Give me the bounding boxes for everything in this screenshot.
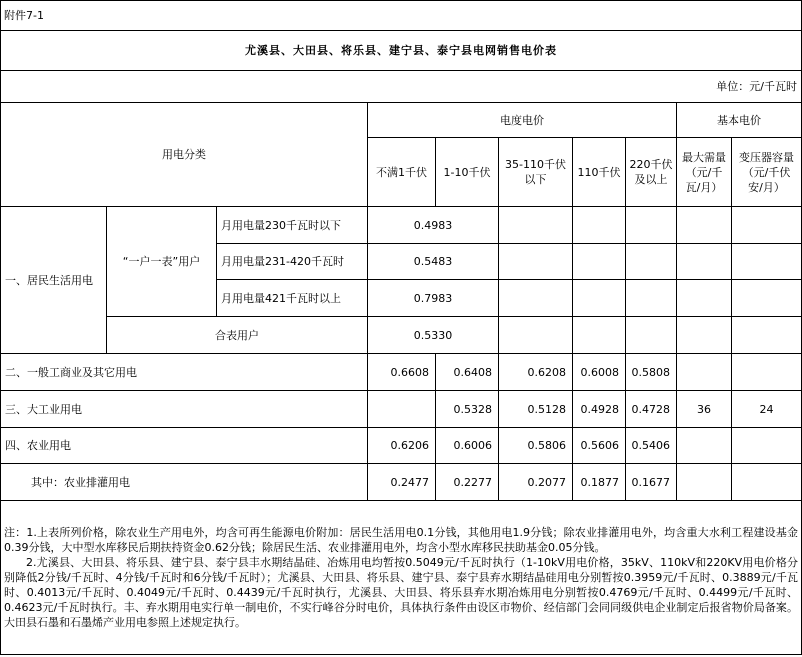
header-col-under-1kv: 不满1千伏 xyxy=(368,138,436,207)
industrial-value-under-1kv xyxy=(368,391,436,428)
header-col-35-110kv: 35-110千伏以下 xyxy=(499,138,573,207)
agri-value-35-110kv: 0.5806 xyxy=(499,428,573,464)
note-1: 注：1.上表所列价格，除农业生产用电外，均含可再生能源电价附加：居民生活用电0.1分钱，其他用电1.9分钱；除农业排灌用电外，均含重大水利工程建设基金0.39分钱，大中型水库移民后期扶持资金0.62分钱；除居民生活、农业排灌用电外，均含小型水库移民扶助基金0.05分钱。 xyxy=(4,526,798,554)
unit-label: 单位：元/千瓦时 xyxy=(1,71,802,103)
irrigation-label: 其中：农业排灌用电 xyxy=(1,464,368,501)
note-2: 2.尤溪县、大田县、将乐县、建宁县、泰宁县丰水期结晶硅、冶炼用电均暂按0.5049元/千瓦时执行（1-10kV用电价格，35kV、110kV和220KV用电价格分别降低2分钱/千瓦时、4分钱/千瓦时和6分钱/千瓦时）；尤溪县、大田县、将乐县、建宁县、泰宁县弃水期结晶硅用电分别暂按0.3959元/千瓦时、0.3889元/千瓦时、0.4013元/千瓦时、0.4049元/千瓦时、0.4439元/千瓦时执行，尤溪县、大田县、将乐县弃水期冶炼用电分别暂按0.4769元/千瓦时、0.4499元/千瓦时、0.4623元/千瓦时执行。丰、弃水期用电实行单一制电价，不实行峰谷分时电价，具体执行条件由设区市物价、经信部门会同同级供电企业制定后报省物价局备案。大田县石墨和石墨烯产业用电参照上述规定执行。 xyxy=(4,556,798,629)
header-max-demand: 最大需量（元/千瓦/月） xyxy=(677,138,732,207)
agri-label: 四、农业用电 xyxy=(1,428,368,464)
general-value-110kv: 0.6008 xyxy=(573,354,626,391)
page-title: 尤溪县、大田县、将乐县、建宁县、泰宁县电网销售电价表 xyxy=(1,31,802,71)
header-energy-price: 电度电价 xyxy=(368,103,677,138)
irrigation-value-220kv: 0.1677 xyxy=(626,464,677,501)
residential-label: 一、居民生活用电 xyxy=(1,207,107,354)
tier3-label: 月用电量421千瓦时以上 xyxy=(217,280,368,317)
industrial-value-110kv: 0.4928 xyxy=(573,391,626,428)
industrial-max-demand: 36 xyxy=(677,391,732,428)
tier2-label: 月用电量231-420千瓦时 xyxy=(217,244,368,280)
general-value-35-110kv: 0.6208 xyxy=(499,354,573,391)
tier1-label: 月用电量230千瓦时以下 xyxy=(217,207,368,244)
industrial-transformer-capacity: 24 xyxy=(732,391,802,428)
header-basic-price: 基本电价 xyxy=(677,103,802,138)
industrial-value-1-10kv: 0.5328 xyxy=(436,391,499,428)
irrigation-value-110kv: 0.1877 xyxy=(573,464,626,501)
header-col-220kv: 220千伏及以上 xyxy=(626,138,677,207)
header-transformer-capacity: 变压器容量（元/千伏安/月） xyxy=(732,138,802,207)
shared-meter-label: 合表用户 xyxy=(107,317,368,354)
header-col-1-10kv: 1-10千伏 xyxy=(436,138,499,207)
irrigation-value-1-10kv: 0.2277 xyxy=(436,464,499,501)
tier2-value: 0.5483 xyxy=(368,244,499,280)
general-label: 二、一般工商业及其它用电 xyxy=(1,354,368,391)
general-value-1-10kv: 0.6408 xyxy=(436,354,499,391)
tier1-value: 0.4983 xyxy=(368,207,499,244)
attachment-label: 附件7-1 xyxy=(1,1,802,31)
industrial-label: 三、大工业用电 xyxy=(1,391,368,428)
agri-value-under-1kv: 0.6206 xyxy=(368,428,436,464)
one-meter-label: “一户一表”用户 xyxy=(107,207,217,317)
notes xyxy=(1,501,802,655)
irrigation-value-under-1kv: 0.2477 xyxy=(368,464,436,501)
general-value-220kv: 0.5808 xyxy=(626,354,677,391)
irrigation-value-35-110kv: 0.2077 xyxy=(499,464,573,501)
agri-value-1-10kv: 0.6006 xyxy=(436,428,499,464)
header-category: 用电分类 xyxy=(1,103,368,207)
agri-value-220kv: 0.5406 xyxy=(626,428,677,464)
tier3-value: 0.7983 xyxy=(368,280,499,317)
shared-meter-value: 0.5330 xyxy=(368,317,499,354)
industrial-value-220kv: 0.4728 xyxy=(626,391,677,428)
header-col-110kv: 110千伏 xyxy=(573,138,626,207)
agri-value-110kv: 0.5606 xyxy=(573,428,626,464)
industrial-value-35-110kv: 0.5128 xyxy=(499,391,573,428)
general-value-under-1kv: 0.6608 xyxy=(368,354,436,391)
